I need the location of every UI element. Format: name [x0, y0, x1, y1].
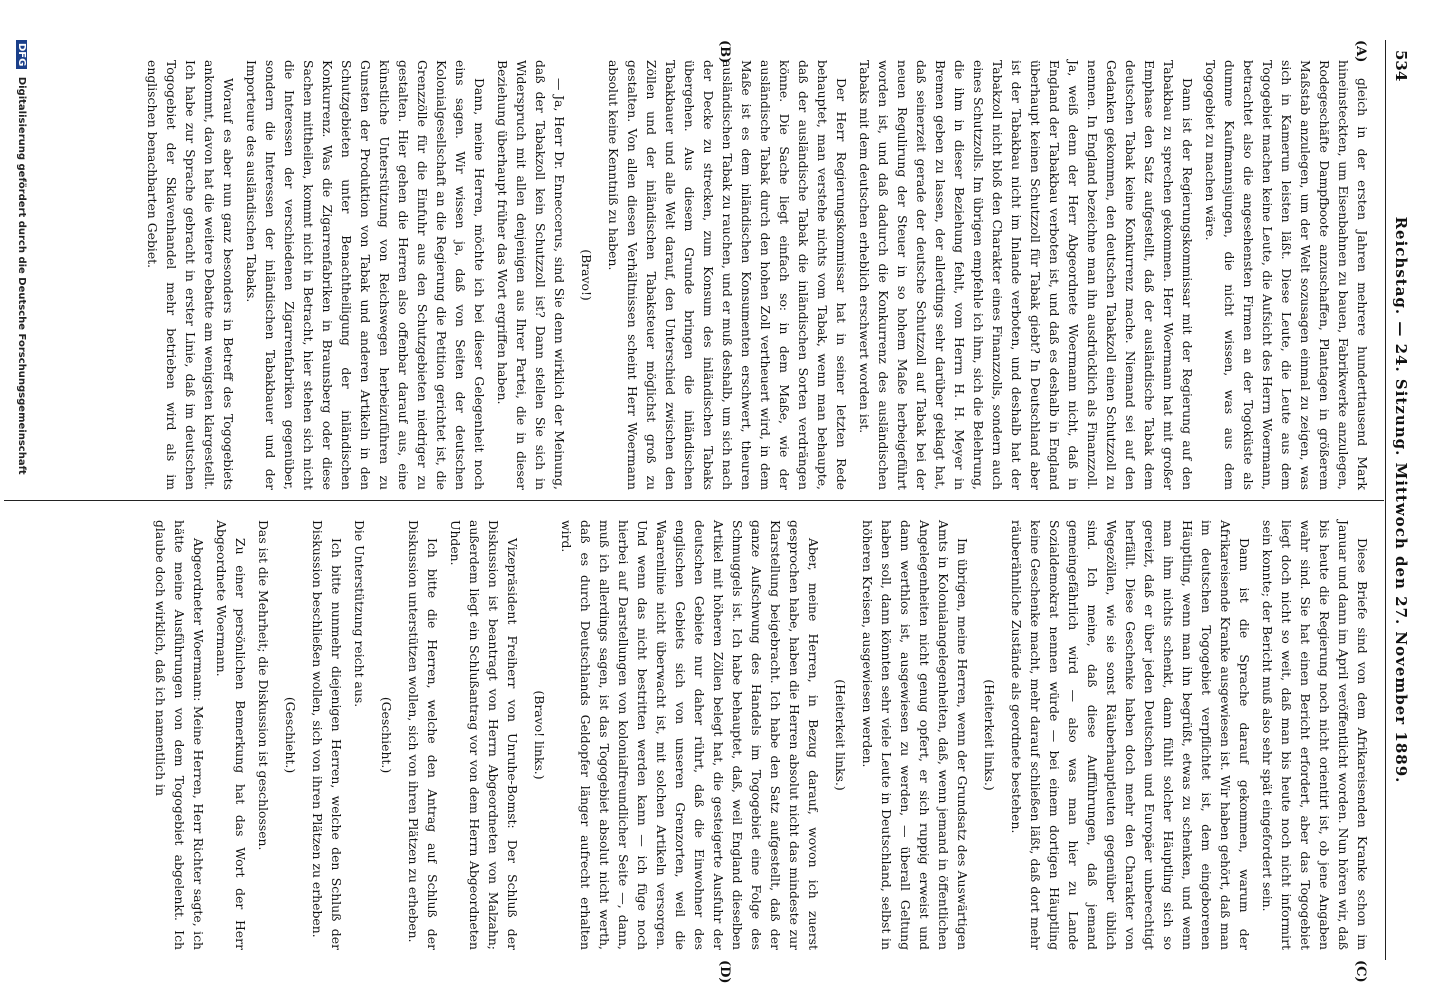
interjection: (Geschieht.): [379, 696, 394, 774]
right-column: [147, 520, 1372, 950]
paragraph: Aber, meine Herren, in Bezug darauf, wovon ich zuerst gesprochen habe, haben die Herren absolut nicht das mindeste zur Klarstellung beigebracht. Ich habe den Satz aufgestellt, daß der ganze Aufschwung des Handels im Togogebiet eine Folge des Schmuggels ist. Ich habe behauptet, daß, weil England dieselben Artikel mit höheren Zöllen belegt hat, die gesteigerte Ausfuhr der deutschen Gebiete nur daher rührt, daß die Einwohner des englischen Gebiets sich von unseren Grenzorten, weil die Waarenlinie nicht überwacht ist, mit solchen Artikeln versorgen. Und wenn das nicht bestritten werden kann — ich füge noch hierbei auf Darstellungen von kolonialfreundlicher Seite —, dann, muß ich allerdings sagen, ist das Togogebiet absolut nicht werth, daß es durch Deutschlands Geldopfer länger aufrecht erhalten wird.: [559, 520, 821, 950]
margin-mark-c: (C): [1353, 960, 1368, 983]
page-title: Reichstag. — 24. Sitzung. Mittwoch den 27. November 1889.: [1392, 216, 1410, 784]
paragraph: Dann, meine Herren, möchte ich bei dieser Gelegenheit noch eins sagen. Wir wissen ja, daß von Seiten der deutschen Kolonialgesellschaft an die Regierung die Petition gerichtet ist, die Grenzzölle für die Einfuhr aus den Schutzgebieten niedriger zu gestalten. Hier gehen die Herren also offenbar darauf aus, eine künstliche Unterstützung von Reichswegen herbeizuführen zu Gunsten der Produktion von Tabak und anderen Artikeln in den Schutzgebieten unter Benachtheiligung der inländischen Konkurrenz. Was die Zigarrenfabriken in Braunsberg oder diese Sachen mittheilen, kommt nicht in Betracht, hier stehen sich nicht die Interessen der verschiedenen Zigarrenfabriken gegenüber, sondern die Interessen der inländischen Tabakbauer und der Importeure des ausländischen Tabaks.: [244, 60, 487, 490]
margin-mark-b: (B): [717, 40, 732, 64]
header-rule: [1385, 40, 1386, 960]
interjection: (Bravo! links.): [532, 690, 547, 780]
page-header: [1388, 40, 1410, 960]
paragraph: Die Unterstützung reicht aus.: [352, 520, 367, 708]
paragraph: Dann ist die Sprache darauf gekommen, warum der Afrikareisende Kranke ausgewiesen ist. Wir haben gehört, daß man im deutschen Togogebiet verpflichtet ist, dem eingeborenen Häuptling, wenn man ihn begrüßt, etwas zu schenken, und wenn man ihm nichts schenkt, dann fühlt solcher Häuptling sich so gereizt, daß er über jeden Deutschen und Europäer unberechtigt herfällt. Diese Geschenke haben doch mehr den Charakter von Wegezöllen, wie sie sonst Räuberhauptleuten gegenüber üblich sind. Ich meine, daß diese Aufführungen, daß jemand gemeingefährlich wird — also was man hier zu Lande Sozialdemokrat nennen würde — bei einem dortigen Häuptling keine Geschenke macht, mehr darauf schließen läßt, daß dort mehr räuberähnliche Zustände als geordnete bestehen.: [1009, 520, 1252, 950]
paragraph: Diese Briefe sind von dem Afrikareisenden Kranke schon im Januar und dann im April veröffentlicht worden. Nun hören wir, daß bis heute die Regierung noch nicht orientirt ist, ob jene Angaben wahr sind. Sie hat einen Bericht erfordert, aber das Togogebiet liegt doch nicht so weit, daß man bis heute noch nicht informirt sein konnte; der Bericht muß also sehr spät eingefordert sein.: [1260, 520, 1370, 950]
paragraph: Abgeordneter Woermann: Meine Herren, Herr Richter sagte, ich hätte meine Ausführungen von dem Togogebiet abgelenkt. Ich glaube doch wirklich, daß ich namentlich in: [153, 520, 206, 950]
interjection: (Bravo!): [579, 249, 594, 301]
paragraph: — Ja, Herr Dr. Enneccerus, sind Sie denn wirklich der Meinung, daß der Tabakzoll kein Schutzzoll ist? Dann stellen Sie sich in Widerspruch mit allen denjenigen aus Ihrer Partei, die in dieser Beziehung überhaupt früher das Wort ergriffen haben.: [495, 60, 567, 490]
margin-mark-a: (A): [1353, 40, 1368, 63]
margin-mark-d: (D): [717, 960, 732, 984]
paragraph: Worauf es aber nun ganz besonders in Betreff des Togogebiets ankommt, davon hat die weitere Debatte am wenigsten klargestellt. Ich habe zur Sprache gebracht in erster Linie, daß im deutschen Togogebiet der Sklavenhandel mehr betrieben wird als im englischen benachbarten Gebiet.: [145, 60, 236, 490]
paragraph: Das ist die Mehrheit; die Diskussion ist geschlossen.: [256, 520, 271, 851]
paragraph: Ich bitte nunmehr diejenigen Herren, welche den Schluß der Diskussion beschließen wollen, sich von ihren Plätzen zu erheben.: [310, 520, 344, 950]
paragraph: gleich in der ersten Jahren mehrere hunderttausend Mark hineinsteckten, um Eisenbahnen zu bauen, Fabrikwerke anzulegen, Rodegeschäfte Dampfboote anzuschaffen, Plantagen in größerem Maßstab anzulegen, um der Welt sozusagen einmal zu zeigen, was sich in Kamerun leisten läßt. Diese Leute, die Leute aus dem Togogebiet machen keine Leute, die Aufsicht des Herrn Woermann, betrachtet also die angesehensten Firmen an der Togoküste als dumme Kaufmannsjungen, die nicht wissen, was aus dem Togogebiet zu machen wäre.: [1203, 60, 1370, 490]
paragraph: Im übrigen, meine Herren, wenn der Grundsatz des Auswärtigen Amts in Kolonialangelegenheiten, daß, wenn jemand in öffentlichen Angelegenheiten nicht genug opfert, er sich ruppig erweist und dann werthlos ist, ausgewiesen zu werden, — überall Geltung haben soll, dann könnten sehr viele Leute in Deutschland, selbst in höheren Kreisen, ausgewiesen werden.: [860, 520, 970, 950]
left-column: [139, 60, 1372, 490]
interjection: (Geschieht.): [283, 696, 298, 774]
page-footer: [16, 40, 27, 960]
interjection: (Heiterkeit links.): [982, 679, 997, 791]
column-divider: [4, 500, 1384, 501]
paragraph: Zu einer persönlichen Bemerkung hat das Wort der Herr Abgeordnete Woermann.: [214, 520, 248, 950]
footer-credit: Digitalisierung gefördert durch die Deutsche Forschungsgemeinschaft: [16, 76, 27, 475]
interjection: (Heiterkeit links.): [833, 679, 848, 791]
paragraph: Dann ist der Regierungskommissar mit der Regierung auf den Tabakbau zu sprechen gekommen. Herr Woermann hat mit großer Emphase den Satz aufgestellt, daß der ausländische Tabak dem deutschen Tabak keine Konkurrenz mache. Niemand sei auf den Gedanken gekommen, den deutschen Tabakzoll einen Schutzzoll zu nennen. In England bezeichne man ihn ausdrücklich als Finanzzoll. Ja, weiß denn der Herr Abgeordnete Woermann nicht, daß in England der Tabakbau verboten ist, und daß es deshalb in England überhaupt keinen Schutzzoll für Tabak giebt? In Deutschland aber ist der Tabakbau nicht im Inlande verboten, und deshalb hat der Tabakzoll nicht bloß den Charakter eines Finanzzolls, sondern auch eines Schutzzolls. Im übrigen empfehle ich ihm, sich die Belehrung, die ihm in dieser Beziehung fehlt, vom Herrn H. H. Meyer in Bremen geben zu lassen, der allerdings sehr darüber geklagt hat, daß seinerzeit gerade der deutsche Schutzzoll auf Tabak bei der neuen Regulirung der Steuer in so hohem Maße herbeigeführt worden ist, und daß dadurch die Konkurrenz des ausländischen Tabaks mit dem deutschen erheblich erschwert worden ist.: [857, 60, 1195, 490]
paragraph: Vizepräsident Freiherr von Unruhe-Bomst: Der Schluß der Diskussion ist beantragt von Herrn Abgeordneten von Malzahn; außerdem liegt ein Schlußantrag vor von dem Herrn Abgeordneten Uhden.: [448, 520, 520, 950]
dfg-logo: DFG: [16, 40, 27, 69]
paragraph: Ich bitte die Herren, welche den Antrag auf Schluß der Diskussion unterstützen wollen, sich von ihren Plätzen zu erheben.: [406, 520, 440, 950]
paragraph: Der Herr Regierungskommissar hat in seiner letzten Rede behauptet, man verstehe nichts vom Tabak, wenn man behaupte, daß der ausländische Tabak die inländischen Sorten verdrängen könne. Die Sache liegt einfach so: in dem Maße, wie der ausländische Tabak durch den hohen Zoll vertheuert wird, in dem Maße ist es dem inländischen Konsumenten erschwert, theuren ausländischen Tabak zu rauchen, und er muß deshalb, um sich nach der Decke zu strecken, zum Konsum des inländischen Tabaks übergehen. Aus diesem Grunde bringen die inländischen Tabakbauer und alle Welt darauf, den Unterschied zwischen den Zöllen und der inländischen Tabaksteuer möglichst groß zu gestalten. Von allen diesen Verhältnissen scheint Herr Woermann absolut keine Kenntniß zu haben.: [606, 60, 849, 490]
page-number: 534: [1392, 50, 1410, 82]
